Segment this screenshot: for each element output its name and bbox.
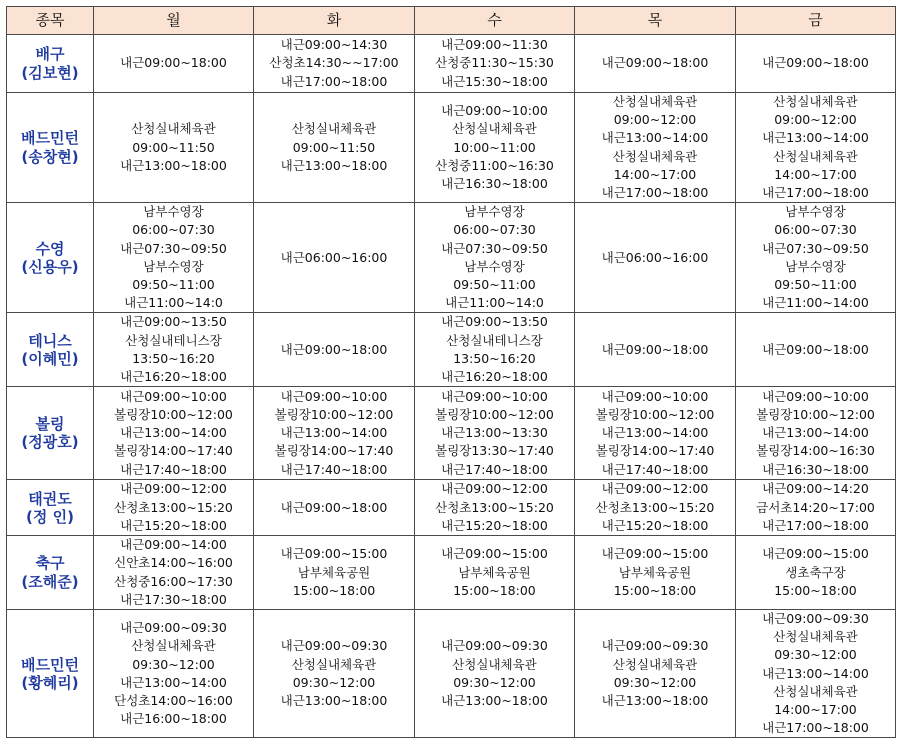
schedule-line: 내근09:00~10:00 xyxy=(441,103,548,119)
schedule-cell-thursday xyxy=(575,313,736,387)
sport-cell xyxy=(7,480,94,536)
schedule-line: 산청실내테니스장 xyxy=(125,332,222,348)
table-row xyxy=(7,203,896,313)
schedule-line: 내근11:00~14:0 xyxy=(445,295,544,311)
schedule-line: 내근16:30~18:00 xyxy=(441,175,548,191)
schedule-line: 10:00~11:00 xyxy=(453,139,536,155)
schedule-line: 06:00~07:30 xyxy=(774,222,857,238)
schedule-line: 09:30~12:00 xyxy=(774,647,857,663)
schedule-line: 볼링장10:00~12:00 xyxy=(435,406,554,422)
schedule-cell-friday xyxy=(736,480,896,536)
schedule-line: 볼링장14:00~17:40 xyxy=(595,443,715,459)
schedule-line: 06:00~07:30 xyxy=(132,222,215,238)
schedule-line: 내근09:00~15:00 xyxy=(441,546,548,562)
schedule-line: 14:00~17:00 xyxy=(613,166,697,182)
schedule-cell-tuesday xyxy=(254,93,415,203)
schedule-line: 내근11:00~14:0 xyxy=(124,295,223,311)
schedule-line: 볼링장14:00~17:40 xyxy=(274,443,394,459)
schedule-line: 내근17:00~18:00 xyxy=(601,185,709,201)
schedule-line: 내근17:00~18:00 xyxy=(280,73,388,89)
schedule-line: 내근13:00~14:00 xyxy=(762,665,869,681)
schedule-line: 내근09:00~13:50 xyxy=(441,314,548,330)
schedule-line: 내근09:00~15:00 xyxy=(280,546,388,562)
schedule-line: 내근09:00~09:30 xyxy=(441,638,548,654)
schedule-cell-wednesday xyxy=(415,480,575,536)
schedule-line: 내근07:30~09:50 xyxy=(120,240,227,256)
schedule-line: 내근09:00~14:20 xyxy=(762,481,869,497)
schedule-line: 산청실내체육관 xyxy=(612,656,698,672)
schedule-line: 내근09:00~09:30 xyxy=(762,611,869,627)
schedule-cell-tuesday xyxy=(254,610,415,738)
schedule-line: 산청실내체육관 xyxy=(773,683,858,699)
schedule-line: 남부수영장 xyxy=(785,258,846,274)
schedule-line: 09:00~11:50 xyxy=(132,139,215,155)
schedule-line: 내근15:30~18:00 xyxy=(441,73,548,89)
schedule-line: 내근16:20~18:00 xyxy=(441,369,548,385)
header-monday: 월 xyxy=(94,7,254,35)
sport-name: 볼링 xyxy=(35,415,65,434)
schedule-cell-thursday xyxy=(575,93,736,203)
schedule-cell-tuesday xyxy=(254,203,415,313)
schedule-cell-tuesday xyxy=(254,35,415,93)
schedule-line: 내근09:00~12:00 xyxy=(441,481,548,497)
schedule-cell-friday xyxy=(736,313,896,387)
schedule-line: 볼링장10:00~12:00 xyxy=(756,406,875,422)
schedule-line: 산청초13:00~15:20 xyxy=(595,499,715,515)
schedule-cell-monday xyxy=(94,93,254,203)
schedule-line: 내근13:00~18:00 xyxy=(601,692,709,708)
schedule-line: 09:30~12:00 xyxy=(453,674,536,690)
schedule-cell-tuesday xyxy=(254,536,415,610)
schedule-cell-wednesday xyxy=(415,93,575,203)
schedule-line: 내근13:00~18:00 xyxy=(441,692,548,708)
schedule-cell-monday xyxy=(94,35,254,93)
schedule-line: 06:00~07:30 xyxy=(453,222,536,238)
schedule-line: 내근06:00~16:00 xyxy=(601,249,709,265)
sport-cell xyxy=(7,203,94,313)
schedule-line: 산청실내체육관 xyxy=(131,121,216,137)
schedule-line: 내근13:00~14:00 xyxy=(120,425,227,441)
schedule-line: 내근15:20~18:00 xyxy=(601,517,709,533)
coach-name: (황혜리) xyxy=(21,673,79,692)
schedule-cell-wednesday xyxy=(415,313,575,387)
schedule-cell-wednesday xyxy=(415,536,575,610)
schedule-line: 신안초14:00~16:00 xyxy=(114,555,233,571)
schedule-line: 내근09:00~13:50 xyxy=(120,314,227,330)
schedule-line: 내근15:20~18:00 xyxy=(441,517,548,533)
schedule-line: 산청실내체육관 xyxy=(452,656,537,672)
schedule-cell-friday xyxy=(736,387,896,480)
schedule-line: 산청중16:00~17:30 xyxy=(114,573,233,589)
header-wednesday: 수 xyxy=(415,7,575,35)
schedule-line: 산청실내체육관 xyxy=(773,148,858,164)
sport-cell xyxy=(7,387,94,480)
schedule-line: 남부수영장 xyxy=(464,204,525,220)
schedule-line: 15:00~18:00 xyxy=(292,582,376,598)
schedule-cell-wednesday xyxy=(415,35,575,93)
table-row xyxy=(7,610,896,738)
header-tuesday: 화 xyxy=(254,7,415,35)
schedule-cell-tuesday xyxy=(254,480,415,536)
schedule-line: 내근09:00~10:00 xyxy=(762,388,869,404)
schedule-line: 남부수영장 xyxy=(785,204,846,220)
table-row xyxy=(7,536,896,610)
schedule-line: 산청실내체육관 xyxy=(612,148,698,164)
schedule-cell-wednesday xyxy=(415,203,575,313)
schedule-line: 산청실내체육관 xyxy=(291,656,377,672)
schedule-line: 내근09:00~18:00 xyxy=(280,499,388,515)
schedule-line: 09:50~11:00 xyxy=(774,277,857,293)
schedule-cell-wednesday xyxy=(415,610,575,738)
sport-name: 축구 xyxy=(35,554,65,573)
schedule-line: 내근09:00~15:00 xyxy=(601,546,709,562)
schedule-line: 내근13:00~14:00 xyxy=(280,425,388,441)
schedule-line: 내근09:00~09:30 xyxy=(280,638,388,654)
schedule-line: 09:00~12:00 xyxy=(613,112,697,128)
schedule-line: 내근09:00~18:00 xyxy=(120,55,227,71)
schedule-line: 내근09:00~14:00 xyxy=(120,537,227,553)
schedule-cell-friday xyxy=(736,35,896,93)
schedule-line: 14:00~17:00 xyxy=(774,702,857,718)
schedule-line: 단성초14:00~16:00 xyxy=(114,692,233,708)
sport-cell xyxy=(7,610,94,738)
schedule-cell-thursday xyxy=(575,536,736,610)
schedule-line: 내근17:40~18:00 xyxy=(120,461,227,477)
schedule-line: 내근09:00~11:30 xyxy=(441,37,548,53)
schedule-line: 내근17:00~18:00 xyxy=(762,185,869,201)
schedule-line: 내근13:00~14:00 xyxy=(601,130,709,146)
schedule-line: 09:00~11:50 xyxy=(292,139,376,155)
schedule-line: 내근09:00~12:00 xyxy=(601,481,709,497)
schedule-line: 09:30~12:00 xyxy=(132,656,215,672)
schedule-line: 산청초13:00~15:20 xyxy=(435,499,554,515)
schedule-line: 내근13:00~18:00 xyxy=(280,692,388,708)
schedule-line: 산청실내테니스장 xyxy=(446,332,543,348)
schedule-table xyxy=(6,6,896,738)
schedule-line: 내근17:40~18:00 xyxy=(280,461,388,477)
coach-name: (정 인) xyxy=(26,507,74,526)
schedule-cell-monday xyxy=(94,610,254,738)
schedule-line: 내근09:00~10:00 xyxy=(280,388,388,404)
coach-name: (조해준) xyxy=(21,572,79,591)
table-row xyxy=(7,93,896,203)
schedule-line: 09:50~11:00 xyxy=(132,277,215,293)
schedule-cell-friday xyxy=(736,536,896,610)
schedule-line: 내근07:30~09:50 xyxy=(762,240,869,256)
schedule-line: 내근16:20~18:00 xyxy=(120,369,227,385)
schedule-line: 13:50~16:20 xyxy=(132,350,215,366)
header-friday: 금 xyxy=(736,7,896,35)
schedule-cell-monday xyxy=(94,387,254,480)
schedule-cell-monday xyxy=(94,536,254,610)
schedule-line: 내근17:30~18:00 xyxy=(120,591,227,607)
schedule-line: 09:30~12:00 xyxy=(292,674,376,690)
schedule-line: 볼링장10:00~12:00 xyxy=(114,406,233,422)
schedule-line: 내근07:30~09:50 xyxy=(441,240,548,256)
schedule-line: 내근17:00~18:00 xyxy=(762,517,869,533)
coach-name: (김보현) xyxy=(21,63,79,82)
schedule-line: 산청실내체육관 xyxy=(773,629,858,645)
schedule-line: 내근09:00~18:00 xyxy=(601,55,709,71)
schedule-line: 내근09:00~18:00 xyxy=(280,341,388,357)
sport-cell xyxy=(7,313,94,387)
schedule-line: 내근09:00~14:30 xyxy=(280,37,388,53)
schedule-line: 내근09:00~12:00 xyxy=(120,481,227,497)
schedule-line: 산청실내체육관 xyxy=(452,121,537,137)
schedule-line: 내근17:40~18:00 xyxy=(441,461,548,477)
coach-name: (정광호) xyxy=(21,433,79,452)
header-row xyxy=(7,7,896,35)
schedule-cell-friday xyxy=(736,203,896,313)
schedule-line: 볼링장10:00~12:00 xyxy=(274,406,394,422)
coach-name: (신용우) xyxy=(21,257,79,276)
schedule-line: 내근09:00~10:00 xyxy=(601,388,709,404)
schedule-line: 내근16:00~18:00 xyxy=(120,711,227,727)
schedule-line: 내근09:00~18:00 xyxy=(601,341,709,357)
schedule-line: 내근16:30~18:00 xyxy=(762,461,869,477)
schedule-line: 남부수영장 xyxy=(464,258,525,274)
schedule-line: 볼링장14:00~17:40 xyxy=(114,443,233,459)
schedule-line: 내근13:00~14:00 xyxy=(762,425,869,441)
schedule-line: 14:00~17:00 xyxy=(774,166,857,182)
schedule-line: 내근17:00~18:00 xyxy=(762,720,869,736)
schedule-line: 남부수영장 xyxy=(143,204,204,220)
schedule-line: 산청중11:30~15:30 xyxy=(435,55,554,71)
schedule-line: 내근13:00~14:00 xyxy=(762,130,869,146)
schedule-line: 내근09:00~09:30 xyxy=(601,638,709,654)
schedule-line: 볼링장14:00~16:30 xyxy=(756,443,875,459)
schedule-line: 내근09:00~09:30 xyxy=(120,620,227,636)
schedule-cell-thursday xyxy=(575,610,736,738)
schedule-cell-wednesday xyxy=(415,387,575,480)
schedule-line: 볼링장13:30~17:40 xyxy=(435,443,554,459)
schedule-line: 산청실내체육관 xyxy=(291,121,377,137)
sport-name: 배드민턴 xyxy=(21,129,79,148)
schedule-line: 산청초14:30~~17:00 xyxy=(269,55,399,71)
schedule-line: 내근13:00~13:30 xyxy=(441,425,548,441)
sport-cell xyxy=(7,35,94,93)
schedule-cell-thursday xyxy=(575,387,736,480)
schedule-line: 산청실내체육관 xyxy=(773,94,858,109)
table-row xyxy=(7,313,896,387)
schedule-line: 내근13:00~18:00 xyxy=(120,157,227,173)
schedule-line: 산청실내체육관 xyxy=(612,94,698,109)
schedule-line: 내근09:00~18:00 xyxy=(762,341,869,357)
schedule-cell-tuesday xyxy=(254,313,415,387)
schedule-line: 남부체육공원 xyxy=(618,564,692,580)
sport-cell xyxy=(7,536,94,610)
schedule-line: 15:00~18:00 xyxy=(774,582,857,598)
schedule-cell-monday xyxy=(94,480,254,536)
schedule-line: 09:30~12:00 xyxy=(613,674,697,690)
schedule-cell-tuesday xyxy=(254,387,415,480)
coach-name: (이혜민) xyxy=(21,349,79,368)
schedule-line: 볼링장10:00~12:00 xyxy=(595,406,715,422)
schedule-line: 15:00~18:00 xyxy=(453,582,536,598)
sport-name: 배드민턴 xyxy=(21,655,79,674)
schedule-line: 생초축구장 xyxy=(785,564,846,580)
schedule-line: 13:50~16:20 xyxy=(453,350,536,366)
coach-name: (송창현) xyxy=(21,147,79,166)
table-row xyxy=(7,480,896,536)
table-row xyxy=(7,35,896,93)
schedule-line: 내근09:00~10:00 xyxy=(120,388,227,404)
schedule-line: 산청중11:00~16:30 xyxy=(435,157,554,173)
sport-cell xyxy=(7,93,94,203)
schedule-line: 내근11:00~14:00 xyxy=(762,295,869,311)
schedule-line: 남부체육공원 xyxy=(458,564,531,580)
schedule-cell-thursday xyxy=(575,480,736,536)
schedule-line: 내근13:00~14:00 xyxy=(601,425,709,441)
schedule-line: 내근17:40~18:00 xyxy=(601,461,709,477)
schedule-line: 내근06:00~16:00 xyxy=(280,249,388,265)
schedule-line: 내근15:20~18:00 xyxy=(120,517,227,533)
schedule-line: 09:50~11:00 xyxy=(453,277,536,293)
schedule-cell-monday xyxy=(94,203,254,313)
header-thursday: 목 xyxy=(575,7,736,35)
schedule-line: 15:00~18:00 xyxy=(613,582,697,598)
schedule-cell-friday xyxy=(736,93,896,203)
schedule-line: 산청실내체육관 xyxy=(131,638,216,654)
schedule-line: 산청초13:00~15:20 xyxy=(114,499,233,515)
sport-name: 태권도 xyxy=(28,489,72,508)
schedule-line: 내근13:00~18:00 xyxy=(280,157,388,173)
header-sport: 종목 xyxy=(7,7,94,35)
schedule-line: 내근09:00~18:00 xyxy=(762,55,869,71)
schedule-line: 내근09:00~10:00 xyxy=(441,388,548,404)
sport-name: 테니스 xyxy=(28,331,72,350)
sport-name: 배구 xyxy=(35,45,65,64)
schedule-line: 내근13:00~14:00 xyxy=(120,674,227,690)
schedule-cell-friday xyxy=(736,610,896,738)
schedule-line: 남부체육공원 xyxy=(297,564,371,580)
table-row xyxy=(7,387,896,480)
schedule-line: 09:00~12:00 xyxy=(774,112,857,128)
schedule-line: 금서초14:20~17:00 xyxy=(756,499,875,515)
sport-name: 수영 xyxy=(35,239,65,258)
schedule-cell-monday xyxy=(94,313,254,387)
schedule-line: 내근09:00~15:00 xyxy=(762,546,869,562)
schedule-cell-thursday xyxy=(575,203,736,313)
schedule-cell-thursday xyxy=(575,35,736,93)
schedule-line: 남부수영장 xyxy=(143,258,204,274)
